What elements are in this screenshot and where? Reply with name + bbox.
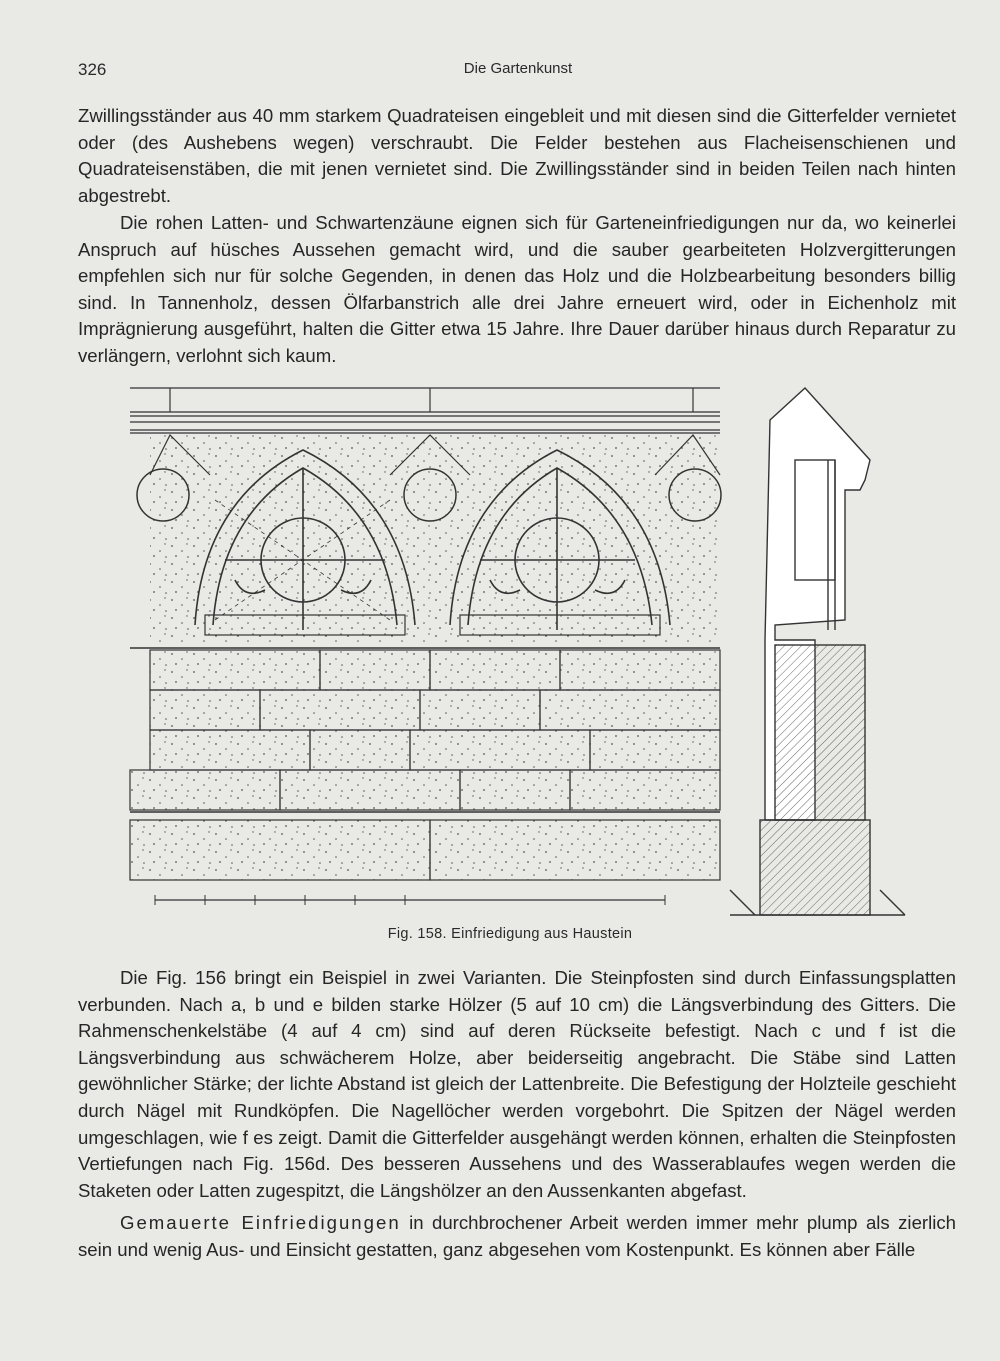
page-header	[78, 60, 958, 84]
figure-stone-enclosure-drawing	[125, 380, 910, 920]
paragraph-4-text: in durchbrochener Arbeit werden immer mehr plump als zierlich sein und wenig Aus- und Einsicht gestatten, ganz abgesehen vom Kostenpunkt. Es können aber Fälle	[78, 1212, 957, 1260]
running-title: Die Gartenkunst	[463, 60, 573, 77]
paragraph-3	[78, 965, 956, 1204]
paragraph-1: Zwillingsständer aus 40 mm starkem Quadrateisen eingebleit und mit diesen sind die Gitterfelder vernietet oder (des Aushebens wegen) verschraubt. Die Felder bestehen aus Flacheisenschienen und Quadrateisenstäben, die mit jenen vernietet sind. Die Zwillingsständer sind in beiden Teilen nach hinten abgestrebt.	[78, 105, 956, 206]
paragraph-3-text: Die Fig. 156 bringt ein Beispiel in zwei Varianten. Die Steinpfosten sind durch Einfassungsplatten verbunden. Nach a, b und e bilden starke Hölzer (5 auf 10 cm) die Längsverbindung des Gitters. Die Rahmenschenkelstäbe (4 auf 4 cm) sind auf deren Rückseite befestigt. Nach c und f ist die Längsverbindung aus schwächerem Holze, aber beiderseitig angebracht. Die Stäbe sind Latten gewöhnlicher Stärke; der lichte Abstand ist gleich der Lattenbreite. Die Befestigung der Holzteile geschieht durch Nägel mit Rundköpfen. Die Nagellöcher werden vorgebohrt. Die Spitzen der Nägel werden umgeschlagen, wie f es zeigt. Damit die Gitterfelder ausgehängt werden können, erhalten die Steinpfosten Vertiefungen nach Fig. 156d. Des besseren Aussehens und des Wasserablaufes wegen werden die Staketen oder Latten zugespitzt, die Längshölzer an den Aussenkanten abgefast.	[78, 967, 956, 1201]
spaced-term: Gemauerte Einfriedigungen	[120, 1212, 401, 1233]
paragraph-4	[78, 1210, 956, 1263]
paragraph-2	[78, 210, 956, 370]
figure-caption: Fig. 158. Einfriedigung aus Haustein	[387, 926, 633, 942]
paragraph-2-text: Die rohen Latten- und Schwartenzäune eignen sich für Garteneinfriedigungen nur da, wo keinerlei Anspruch auf hüsches Aussehen gemacht wird, und die sauber gearbeiteten Holzvergitterungen empfehlen sich nur für solche Gegenden, in denen das Holz und die Holzbearbeitung besonders billig sind. In Tannenholz, dessen Ölfarbanstrich alle drei Jahre erneuert wird, oder in Eichenholz mit Imprägnierung ausgeführt, halten die Gitter etwa 15 Jahre. Ihre Dauer darüber hinaus durch Reparatur zu verlängern, verlohnt sich kaum.	[78, 212, 956, 366]
page-number: 326	[78, 60, 107, 79]
